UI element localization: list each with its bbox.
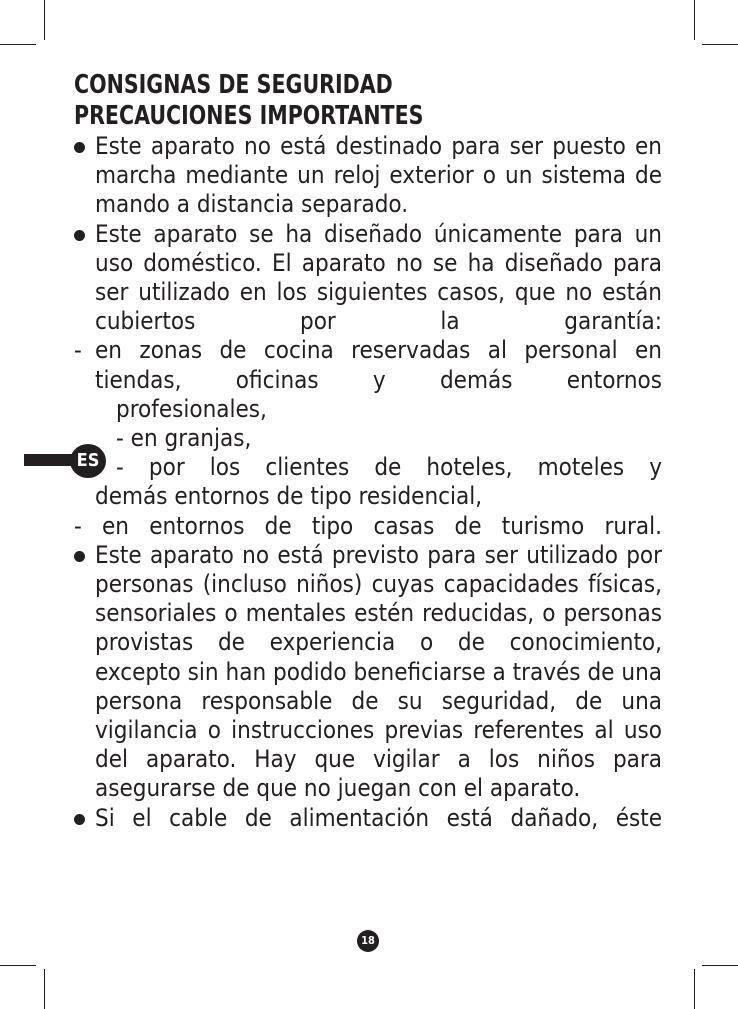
dash-marker: - [74,336,82,365]
bullet-text: Este aparato no está destinado para ser puesto en marcha mediante un reloj exterior o un sistema de mando a distancia separado. [95,132,662,219]
dash-item-3-continuation: demás entornos de tipo residencial, [95,482,483,511]
bullet-text: Si el cable de alimentación está dañado, éste [95,803,662,832]
title-line-2: PRECAUCIONES IMPORTANTES [74,101,424,131]
bullet-item-2 [74,220,662,337]
crop-mark [702,44,738,45]
crop-mark [0,44,36,45]
language-tab [24,444,108,480]
dash-item-1 [74,336,662,394]
bullet-item-4 [74,804,662,833]
bullet-item-1 [74,132,662,220]
bullet-item-3 [74,541,662,804]
title-line-1: CONSIGNAS DE SEGURIDAD [74,70,393,100]
crop-mark [702,965,738,966]
language-badge: ES [70,444,106,478]
dash-item-4: - en entornos de tipo casas de turismo rural. [74,511,662,540]
page-number: 18 [357,930,379,952]
bullet-text: Este aparato se ha diseñado únicamente para un uso doméstico. El aparato no se ha diseñado para ser utilizado en los siguientes casos, que no están cubiertos por la garantía: [95,219,662,336]
bullet-icon [74,142,85,153]
bullet-icon [74,551,85,562]
crop-mark [694,969,695,1009]
crop-mark [694,0,695,40]
crop-mark [0,965,36,966]
bullet-text: Este aparato no está previsto para ser utilizado por personas (incluso niños) cuyas capacidades físicas, sensoriales o mentales estén reducidas, o personas provistas de experiencia o de conocimiento, excepto sin han podido beneficiarse a través de una persona responsable de su seguridad, de una vigilancia o instrucciones previas referentes al uso del aparato. Hay que vigilar a los niños para asegurarse de que no juegan con el aparato. [95,540,662,803]
bullet-icon [74,814,85,825]
safety-section [74,70,662,833]
crop-mark [44,969,45,1009]
dash-item-1-continuation: profesionales, [116,394,267,423]
section-title [74,70,591,132]
dash-item-3-first-line: - por los clientes de hoteles, moteles y [116,453,662,482]
dash-item-2: - en granjas, [116,424,252,453]
bullet-icon [74,230,85,241]
dash-text: en zonas de cocina reservadas al personal en tiendas, oficinas y demás entornos [95,336,662,394]
crop-mark [44,0,45,40]
